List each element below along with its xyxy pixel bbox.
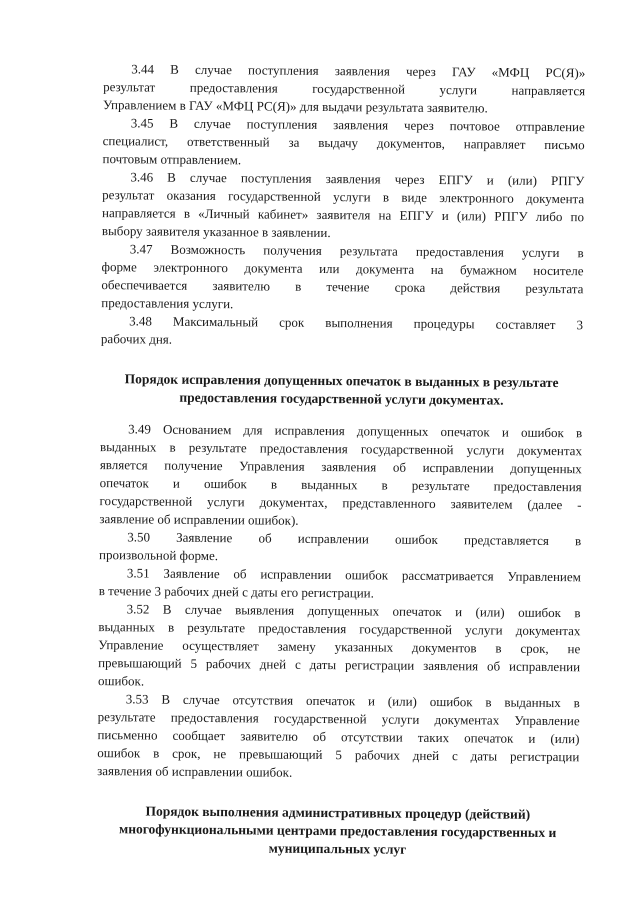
paragraph-3-44 bbox=[103, 60, 585, 118]
heading-line: Порядок выполнения административных процедур (действий) bbox=[145, 803, 531, 822]
paragraph-line: 3.51 Заявление об исправлении ошибок рассматривается Управлением bbox=[126, 565, 581, 585]
heading-line: муниципальных услуг bbox=[268, 840, 407, 857]
paragraph-line: специалист, ответственный за выдачу документов, направляет письмо bbox=[102, 133, 585, 153]
paragraph-line: форме электронного документа или документа на бумажном носителе bbox=[101, 259, 584, 279]
paragraph-line: 3.47 Возможность получения результата предоставления услуги в bbox=[129, 241, 584, 261]
paragraph-line: предоставления услуги. bbox=[101, 295, 234, 312]
paragraph-line: почтовым отправлением. bbox=[102, 151, 242, 168]
paragraphs-block-a bbox=[101, 60, 585, 352]
paragraph-line: выданных в результате предоставления государственной услуги документах bbox=[99, 439, 583, 459]
paragraph-line: в течение 3 рабочих дней с даты его регистрации. bbox=[98, 583, 374, 601]
paragraph-line: Управление осуществляет замену указанных документов в срок, не bbox=[98, 637, 581, 657]
paragraph-line: государственной услуги документах, представленного заявителем (далее - bbox=[99, 493, 582, 513]
paragraph-line: 3.49 Основанием для исправления допущенных опечаток и ошибок в bbox=[128, 421, 583, 441]
paragraph-line: Управлением в ГАУ «МФЦ РС(Я)» для выдачи результата заявителю. bbox=[102, 97, 488, 116]
paragraph-line: 3.50 Заявление об исправлении ошибок представляется в bbox=[127, 529, 582, 549]
paragraph-3-48 bbox=[101, 312, 583, 352]
heading-line: предоставления государственной услуги документах. bbox=[179, 389, 504, 408]
paragraph-line: выбору заявителя указанное в заявлении. bbox=[101, 223, 331, 241]
paragraph-line: ошибок. bbox=[97, 673, 145, 689]
paragraphs-block-b bbox=[97, 420, 582, 784]
paragraph-line: рабочих дня. bbox=[100, 331, 173, 347]
paragraph-line: результат оказания государственной услуги в виде электронного документа bbox=[102, 187, 585, 207]
paragraph-line: заявления об исправлении ошибок. bbox=[97, 763, 293, 780]
paragraph-3-50 bbox=[99, 528, 581, 568]
paragraph-line: опечаток и ошибок в выданных в результате предоставления bbox=[99, 475, 582, 495]
heading-line: Порядок исправления допущенных опечаток в выданных в результате bbox=[124, 371, 559, 391]
paragraph-line: письменно сообщает заявителю об отсутствии таких опечаток и (или) bbox=[97, 727, 580, 747]
paragraph-3-49 bbox=[99, 420, 582, 532]
paragraph-line: является получение Управления заявления об исправлении допущенных bbox=[99, 457, 582, 477]
paragraph-3-47 bbox=[101, 240, 584, 316]
paragraph-line: направляется в «Личный кабинет» заявителя на ЕПГУ и (или) РПГУ либо по bbox=[101, 205, 585, 225]
paragraph-line: 3.45 В случае поступления заявления через почтовое отправление bbox=[130, 115, 585, 135]
paragraph-line: ошибок в срок, не превышающий 5 рабочих дней с даты регистрации bbox=[97, 745, 580, 765]
paragraph-line: заявление об исправлении ошибок). bbox=[99, 511, 299, 528]
paragraph-line: превышающий 5 рабочих дней с даты регистрации заявления об исправлении bbox=[98, 655, 581, 675]
heading-line: многофункциональными центрами предоставления государственных и bbox=[118, 821, 557, 841]
paragraph-3-51 bbox=[99, 564, 581, 604]
section-heading-mfc-procedures bbox=[96, 802, 578, 860]
paragraph-3-45 bbox=[102, 114, 584, 172]
paragraph-line: обеспечивается заявителю в течение срока действия результата bbox=[101, 277, 584, 297]
paragraph-3-53 bbox=[97, 690, 580, 784]
paragraph-line: 3.53 В случае отсутствия опечаток и (или) ошибок в выданных в bbox=[125, 691, 580, 711]
paragraph-line: произвольной форме. bbox=[99, 547, 219, 564]
paragraph-line: результат предоставления государственной услуги направляется bbox=[103, 79, 586, 99]
paragraph-line: 3.48 Максимальный срок выполнения процедуры составляет 3 bbox=[129, 313, 584, 333]
paragraph-line: результате предоставления государственной услуги документах Управление bbox=[97, 709, 580, 729]
paragraph-line: выданных в результате предоставления государственной услуги документах bbox=[98, 619, 581, 639]
paragraph-3-52 bbox=[98, 600, 581, 694]
paragraph-line: 3.52 В случае выявления допущенных опечаток и (или) ошибок в bbox=[126, 601, 581, 621]
paragraph-line: 3.46 В случае поступления заявления через ЕПГУ и (или) РПГУ bbox=[130, 169, 585, 189]
paragraph-line: 3.44 В случае поступления заявления через ГАУ «МФЦ РС(Я)» bbox=[131, 61, 586, 81]
paragraph-3-46 bbox=[102, 168, 585, 244]
section-heading-typo-correction bbox=[100, 370, 582, 410]
